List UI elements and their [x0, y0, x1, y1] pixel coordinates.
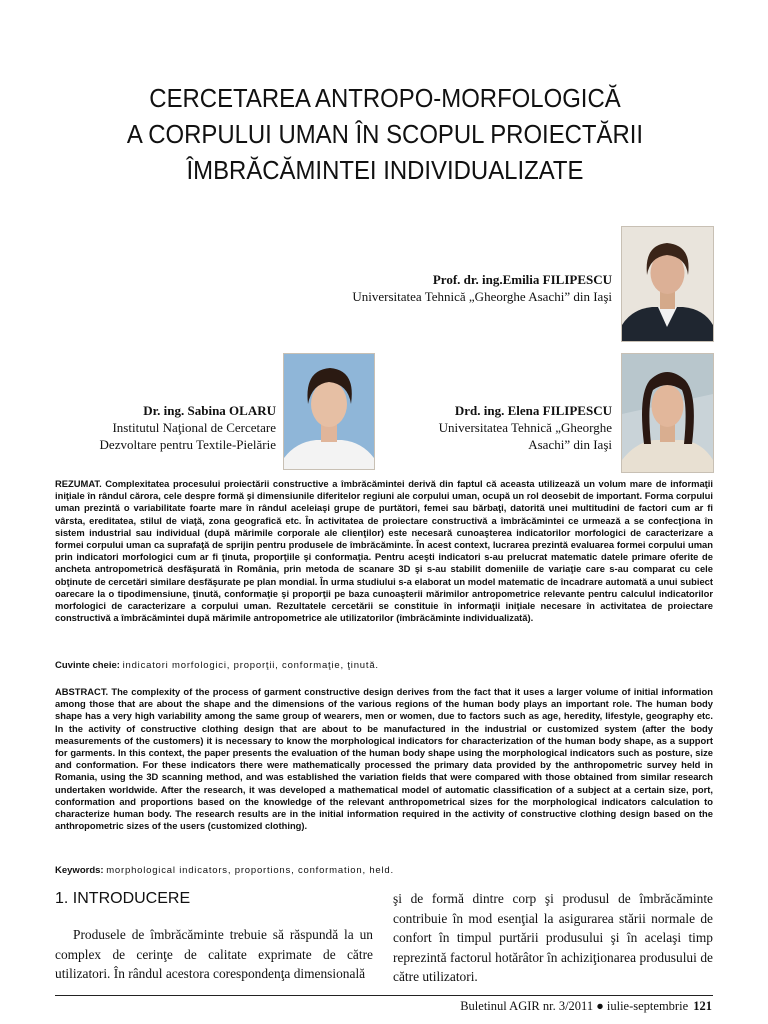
author-name: Drd. ing. Elena FILIPESCU: [454, 403, 612, 418]
author-photo-sabina: [283, 353, 375, 470]
keywords-en-label: Keywords:: [55, 865, 104, 876]
abstract-text: ABSTRACT. The complexity of the process of garment constructive design derives from the fact that it uses a larger volume of initial information among those that are about the shape and the dimensions of the various regions of the human body plays an important role. The human body shape has a very high variability among the same group of wearers, men or women, due to factors such as age, heredity, lifestyle, geography etc. In the activity of constructive clothing design that are about to be manufactured in the industrial or customized system (after the body measurements of the customers) it is necessary to know the morphological indicators for characterization of the human body shape, as a support for garments. In this context, the paper presents the evaluation of the human body shape using the morphological indicators such as posture, size and conformation. For these indicators there were mathematically processed the primary data provided by the anthropometric survey held in Romania, using the 3D scanning method, and was established the variation fields that were compared with those obtained from similar research undertaken worldwide. After the research, it was developed a mathematical model of automatic classification of a subject at a certain size, port, conformation and proportions based on the knowledge of the relevant anthropometrical sizes for the morphological indicators calculation to characterize human body. The research results are in the initial information required in the activity of constructive clothing design based on the anthropometric sizes of the users (customized clothing).: [55, 686, 713, 832]
title-line: CERCETAREA ANTROPO-MORFOLOGICĂ: [149, 83, 621, 113]
keywords-ro-value: indicatori morfologici, proporţii, conformaţie, ţinută.: [122, 660, 379, 671]
author-block-elena: [400, 402, 612, 453]
keywords-ro-label: Cuvinte cheie:: [55, 660, 120, 671]
author-affiliation: Institutul Naţional de Cercetare: [112, 420, 276, 435]
author-affiliation: Dezvoltare pentru Textile-Pielărie: [99, 437, 276, 452]
keywords-en-value: morphological indicators, proportions, conformation, held.: [106, 865, 394, 876]
author-photo-emilia: [621, 226, 714, 342]
footer-rule: [55, 995, 713, 996]
body-column-right: şi de formă dintre corp şi produsul de îmbrăcăminte contribuie în mod esenţial la asigurarea stării normale de confort în timpul purtării produsului şi în acelaşi timp reprezintă factorul hotărâtor în achiziţionarea produsului de către utilizatori.: [393, 891, 713, 984]
author-affiliation: Asachi” din Iaşi: [528, 437, 612, 452]
author-affiliation: Universitatea Tehnică „Gheorghe Asachi” din Iaşi: [352, 289, 612, 304]
title-line: A CORPULUI UMAN ÎN SCOPUL PROIECTĂRII: [126, 119, 644, 149]
rezumat-text: REZUMAT. Complexitatea procesului proiectării constructive a îmbrăcămintei derivă din faptul că aceasta utilizează un volum mare de informaţii iniţiale în rândul cărora, cele despre formă şi dimensiunile diferitelor regiuni ale corpului uman, ocupă un rol deosebit de important. Forma corpului uman prezintă o variabilitate foarte mare în rândul aceleiaşi grupe de purtători, femei sau bărbaţi, datorită unei multitudini de factori cum ar fi vârsta, ereditatea, stilul de viaţă, zona geografică etc. În activitatea de proiectare constructivă a îmbrăcămintei ce urmează a se confecţiona în sistem industrial sau individual (după mărimile corporale ale clienţilor) este necesară cunoaşterea indicatorilor morfologici de caracterizare a formei corpului uman ca suprafaţă de sprijin pentru produsele de îmbrăcăminte. În acest context, lucrarea prezintă evaluarea formei corpului uman prin indicatori morfologici cum ar fi ţinuta, proporţiile şi conformaţia. Pentru aceşti indicatori s-au prelucrat matematic datele primare oferite de ancheta antropometrică desfăşurată în România, prin metoda de scanare 3D şi s-au stabilit domeniile de variaţie care s-au comparat cu cele obţinute de cercetări similare desfăşurate pe plan mondial. În urma studiului s-a elaborat un model matematic de încadrare automată a unui subiect oarecare la o tipodimensiune, ţinută, conformaţie şi proporţii pe baza cunoaşterii mărimilor antropometrice relevante pentru calculul indicatorilor morfologici de caracterizare a corpului uman. Rezultatele cercetării se constituie în informaţii iniţiale necesare în activitatea de proiectare constructivă a îmbrăcămintei după mărimile antropometrice ale utilizatorilor (îmbrăcăminte individualizată).: [55, 478, 713, 624]
author-name: Dr. ing. Sabina OLARU: [143, 403, 276, 418]
keywords-ro: [55, 660, 713, 672]
section-heading: 1. INTRODUCERE: [55, 890, 191, 907]
author-photo-elena: [621, 353, 714, 473]
footer-journal: Buletinul AGIR nr. 3/2011 ● iulie-septembrie: [460, 999, 689, 1013]
author-block-sabina: [40, 402, 276, 453]
body-column-left: Produsele de îmbrăcăminte trebuie să răspundă la un complex de cerinţe de calitate exprimate de către utilizatori. În rândul acestora corespondenţa dimensională: [55, 927, 373, 981]
keywords-en: [55, 865, 713, 877]
title-line: ÎMBRĂCĂMINTEI INDIVIDUALIZATE: [186, 155, 584, 185]
page-footer: [460, 998, 712, 1014]
author-name: Prof. dr. ing.Emilia FILIPESCU: [432, 272, 612, 287]
author-affiliation: Universitatea Tehnică „Gheorghe: [438, 420, 612, 435]
author-block-emilia: [300, 271, 612, 305]
page-number: 121: [693, 999, 712, 1013]
paper-title: [68, 80, 703, 188]
